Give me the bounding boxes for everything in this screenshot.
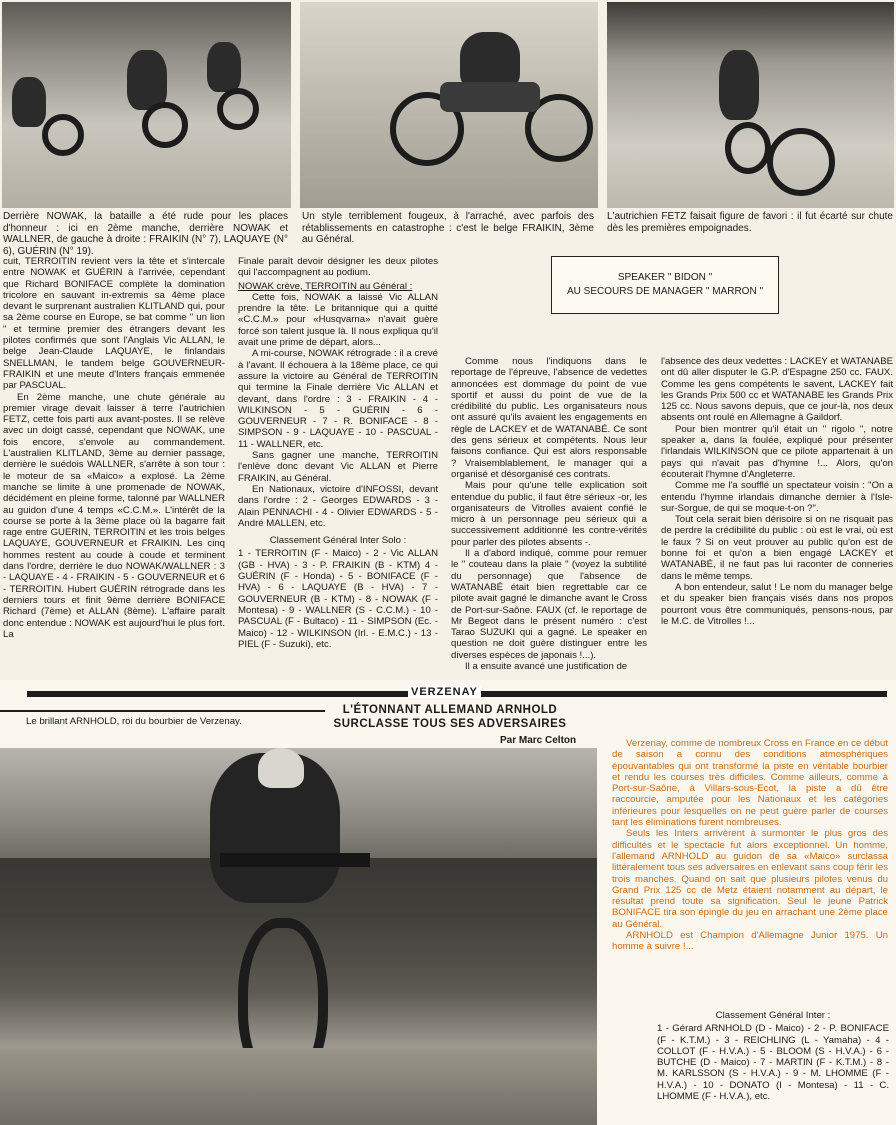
paragraph: Pour bien montrer qu'il était un " rigolo ", notre speaker a, dans la foulée, expliqué pour présenter l'irlandais WILKINSON que ce pilote appartenait à un pays qui n'avait pas d'hymne !... Alors, qu'on écouterait l'hymne d'Angleterre. [661, 423, 893, 480]
paragraph: Il a ensuite avancé une justification de [465, 661, 628, 673]
box-line-2: AU SECOURS DE MANAGER " MARRON " [566, 286, 763, 297]
classification-list: 1 - TERROITIN (F - Maico) - 2 - Vic ALLAN (GB - HVA) - 3 - P. FRAIKIN (B - KTM) 4 - GUÉRIN (F - Honda) - 5 - BONIFACE (F - HVA) - 6 - LAQUAYE (B - HVA) - 7 - GOUVERNEUR (B - KTM) - 8 - NOWAK (F - Montesa) - 9 - WALLNER (S - C.C.M.) - 10 - PASCUAL (F - Bultaco) - 11 - SIMPSON (Ec. - Maico) - 12 - WILKINSON (Irl. - E.M.C.) - 13 - PIEL (F - Suzuki), etc. [238, 548, 438, 650]
headline-line-1: L'ÉTONNANT ALLEMAND ARNHOLD [342, 704, 558, 716]
article-column-3 [451, 356, 647, 674]
photo-fraikin [300, 2, 598, 208]
paragraph: Comme nous l'indiquons dans le reportage de l'épreuve, l'absence de vedettes annoncées est dommage du point de vue sportif et aussi du point de vue de la crédibilité du public. Les organisateurs nous ont assuré qu'ils avaient les engagements en règle de LACKEY et de WATANABÉ. Ce sont des gens sérieux et compétents. Nous leur faisons confiance. Qui est alors responsable ? Vraisemblablement, le manager qui a organisé et désorganisé ces contrats. [451, 356, 647, 480]
paragraph: Tout cela serait bien dérisoire si on ne risquait pas de perdre la crédibilité du public : où est le vrai, où est le faux ? Si on veut prouver au public qu'on est de bonne foi et qu'on a bien engagé LACKEY et WATANABÉ, il ne faut pas lui raconter de conneries dans le même temps. [661, 514, 893, 582]
paragraph: Comme me l'a soufflé un spectateur voisin : "On a entendu l'hymne irlandais dimanche dernier à l'Isle-sur-Sorgue, de qui se moque-t-on ?". [661, 480, 893, 514]
photo-fetz [607, 2, 894, 208]
caption-photo-1: Derrière NOWAK, la bataille a été rude pour les places d'honneur : ici en 2ème manche, derrière NOWAK et WALLNER, de gauche à droite : FRAIKIN (N° 7), LAQUAYE (N° 6), GUÉRIN (N° 19). [3, 211, 288, 257]
paragraph: Cette fois, NOWAK a laissé Vic ALLAN prendre la tête. Le britannique qui a quitté «C.C.M.» pour «Husqvarna» n'avait guère forcé son talent jusque là. Il nous expliqua qu'il avait une prime de départ, alors... [238, 291, 438, 349]
verzenay-classification [657, 1010, 889, 1122]
paragraph: l'absence des deux vedettes : LACKEY et WATANABE ont dû aller disputer le G.P. d'Espagne 250 cc. FAUX. Comme les gens compétents le savent, LACKEY fait les Grands Prix 500 cc et WATANABE les Grands Prix 125 cc. Nous savons depuis, que ce jour-là, nos deux absents ont roulé en Allemagne à Gaildorf. [661, 356, 893, 424]
caption-photo-3: L'autrichien FETZ faisait figure de favori : il fut écarté sur chute dès les premières empoignades. [607, 211, 893, 234]
paragraph: Finale paraît devoir désigner les deux pilotes qui l'accompagnent au podium. [238, 256, 438, 279]
article-column-1 [3, 256, 225, 674]
photo-nowak-battle [2, 2, 291, 208]
paragraph: cuit, TERROITIN revient vers la tête et s'intercale entre NOWAK et GUÉRIN à l'arrivée, cependant que Richard BONIFACE complète la domination tricolore en sauvant in-extremis sa 4ème place devant le surprenant australien KLITLAND qui, pour sa 2ème course en Europe, se bat comme " un lion " et termine premier des étrangers devant les pilotes confirmés que sont l'Anglais Vic ALLAN, le belge Jean-Claude LAQUAYE, le finlandais SNELLMAN, le tandem belge GOUVERNEUR-FRAIKIN et une meute d'Inters français emmenée par PASCUAL. [3, 256, 225, 392]
paragraph: Seuls les Inters arrivèrent à surmonter le plus gros des difficultés et le spectacle fut alors exceptionnel. Un homme, l'allemand ARNHOLD au guidon de sa «Maico» surclassa littéralement tous ses adversaires en enlevant sans coup férir les trois manches. Quand on sait que plusieurs pilotes venus du Grand Prix 125 cc de Metz étaient notamment au départ, le résultat prend toute sa signification. Seul le jeune Patrick BONIFACE tira son épingle du jeu en arrachant une 2ème place au Général. [612, 828, 888, 930]
caption-photo-2: Un style terriblement fougeux, à l'arraché, avec parfois des rétablissements en catastrophe : c'est le belge FRAIKIN, 3ème au Général. [302, 211, 594, 245]
caption-photo-4: Le brillant ARNHOLD, roi du bourbier de Verzenay. [26, 716, 242, 727]
classification-list: 1 - Gérard ARNHOLD (D - Maico) - 2 - P. BONIFACE (F - K.T.M.) - 3 - REICHLING (L - Yamaha) - 4 - COLLOT (F - H.V.A.) - 5 - BLOOM (S - H.V.A.) - 6 - BUTCHE (D - Maico) - 7 - MARTIN (F - K.T.M.) - 8 - M. KARLSSON (S - H.V.A.) - 9 - M. LHOMME (F - H.V.A.) - 10 - DONATO (I - Montesa) - 11 - C. LHOMME (F - H.V.A.), etc. [657, 1023, 889, 1103]
paragraph: Verzenay, comme de nombreux Cross en France en ce début de saison a connu des conditions atmosphériques épouvantables qui ont transformé la piste en véritable bourbier et rendu les courses très difficiles. Comme ailleurs, comme à Port-sur-Saône, à Villars-sous-Ecot, la piste a dû être raccourcie, amputée pour les Nationaux et les catégories inférieures pour lesquelles on ne peut guère parler de courses tant les éliminations furent nombreuses. [612, 738, 888, 829]
article-column-4 [661, 356, 893, 674]
paragraph: En Nationaux, victoire d'INFOSSI, devant dans l'ordre : 2 - Georges EDWARDS - 3 - Alain PENNACHI - 4 - Olivier EDWARDS - 5 - André MALLEN, etc. [238, 483, 438, 529]
photo-arnhold [0, 748, 597, 1125]
classification-heading: Classement Général Inter Solo : [269, 535, 407, 547]
verzenay-article [612, 738, 888, 993]
speaker-box [551, 256, 779, 314]
classification-heading: Classement Général Inter : [715, 1010, 831, 1021]
headline-line-2: SURCLASSE TOUS SES ADVERSAIRES [333, 718, 567, 730]
byline: Par Marc Celton [500, 735, 577, 746]
caption-rule [0, 710, 325, 712]
paragraph: ARNHOLD est Champion d'Allemagne Junior 1975. Un homme à suivre !... [612, 930, 888, 953]
paragraph: A mi-course, NOWAK rétrograde : il a crevé à l'avant. Il échouera à la 18ème place, ce qui assure la victoire au Général de TERROITIN qui termine la Finale derrière Vic ALLAN et devant, dans l'ordre : 3 - FRAIKIN - 4 - WILKINSON - 5 - GUÉRIN - 6 - GOUVERNEUR - 7 - R. BONIFACE - 8 - SIMPSON - 9 - LAQUAYE - 10 - PASCUAL - 11 - WALLNER, etc. [238, 348, 438, 450]
section-label: VERZENAY [408, 686, 481, 698]
paragraph: En 2ème manche, une chute générale au premier virage devait laisser à terre l'autrichien FETZ, cette fois parti aux avant-postes. Il se relève avec un doigt cassé, cependant que NOWAK, une fois encore, s'envole au commandement. L'australien KLITLAND, 3ème au dernier passage, derrière le suédois WALLNER, s'arrête à son tour : le moteur de sa «Maico» a explosé. La 2ème manche se limite à une promenade de NOWAK, décidément en pleine forme, talonné par WALLNER au guidon d'une 4 temps «C.C.M.». L'intérêt de la course se porte à la 3ème place où la bagarre fait rage entre GUERIN, TERROITIN et les trois belges LAQUAYE, GOUVERNEUR et FRAIKIN. Les cinq hommes restent au coude à coude et terminent dans l'ordre, derrière le duo NOWAK/WALLNER : 3 - LAQUAYE - 4 - FRAIKIN - 5 - GOUVERNEUR et 6 - TERROITIN. Hubert GUÉRIN rétrograde dans les derniers tours et finit 9ème derrière BONIFACE Richard (7ème) et ALLAN (8ème). L'affaire paraît donc entendue : NOWAK est aujourd'hui le plus fort. La [3, 391, 225, 640]
subheading: NOWAK crève, TERROITIN au Général : [238, 280, 413, 292]
headline [330, 703, 570, 731]
paragraph: Il a d'abord indiqué, comme pour remuer le " couteau dans la plaie " (voyez la subtilité du personnage) que l'absence de WATANABÉ était bien regrettable car ce pilote avait gagné le dimanche avant le Cross de Port-sur-Saône. FAUX (cf. le reportage de Mr Begeot dans le présent numéro : c'est Tarao SUZUKI qui a gagné. Le speaker en question ne doit guère distinguer entre les diverses espèces de japonais !...). [451, 548, 647, 661]
box-line-1: SPEAKER " BIDON " [617, 272, 713, 283]
paragraph: Sans gagner une manche, TERROITIN l'enlève donc devant Vic ALLAN et Pierre FRAIKIN, au Général. [238, 450, 438, 484]
paragraph: Mais pour qu'une telle explication soit entendue du public, il faut être sérieux -or, les organisateurs de Vitrolles avaient confié le micro à un personnage peu sérieux qui a successivement additionné les contre-vérités pour parler des pilotes absents -. [451, 480, 647, 548]
paragraph: A bon entendeur, salut ! Le nom du manager belge et du speaker bien français visés dans nos propos pourront vous être communiqués, pensons-nous, par le M.C. de Vitrolles !... [661, 581, 893, 627]
article-column-2 [238, 256, 438, 674]
